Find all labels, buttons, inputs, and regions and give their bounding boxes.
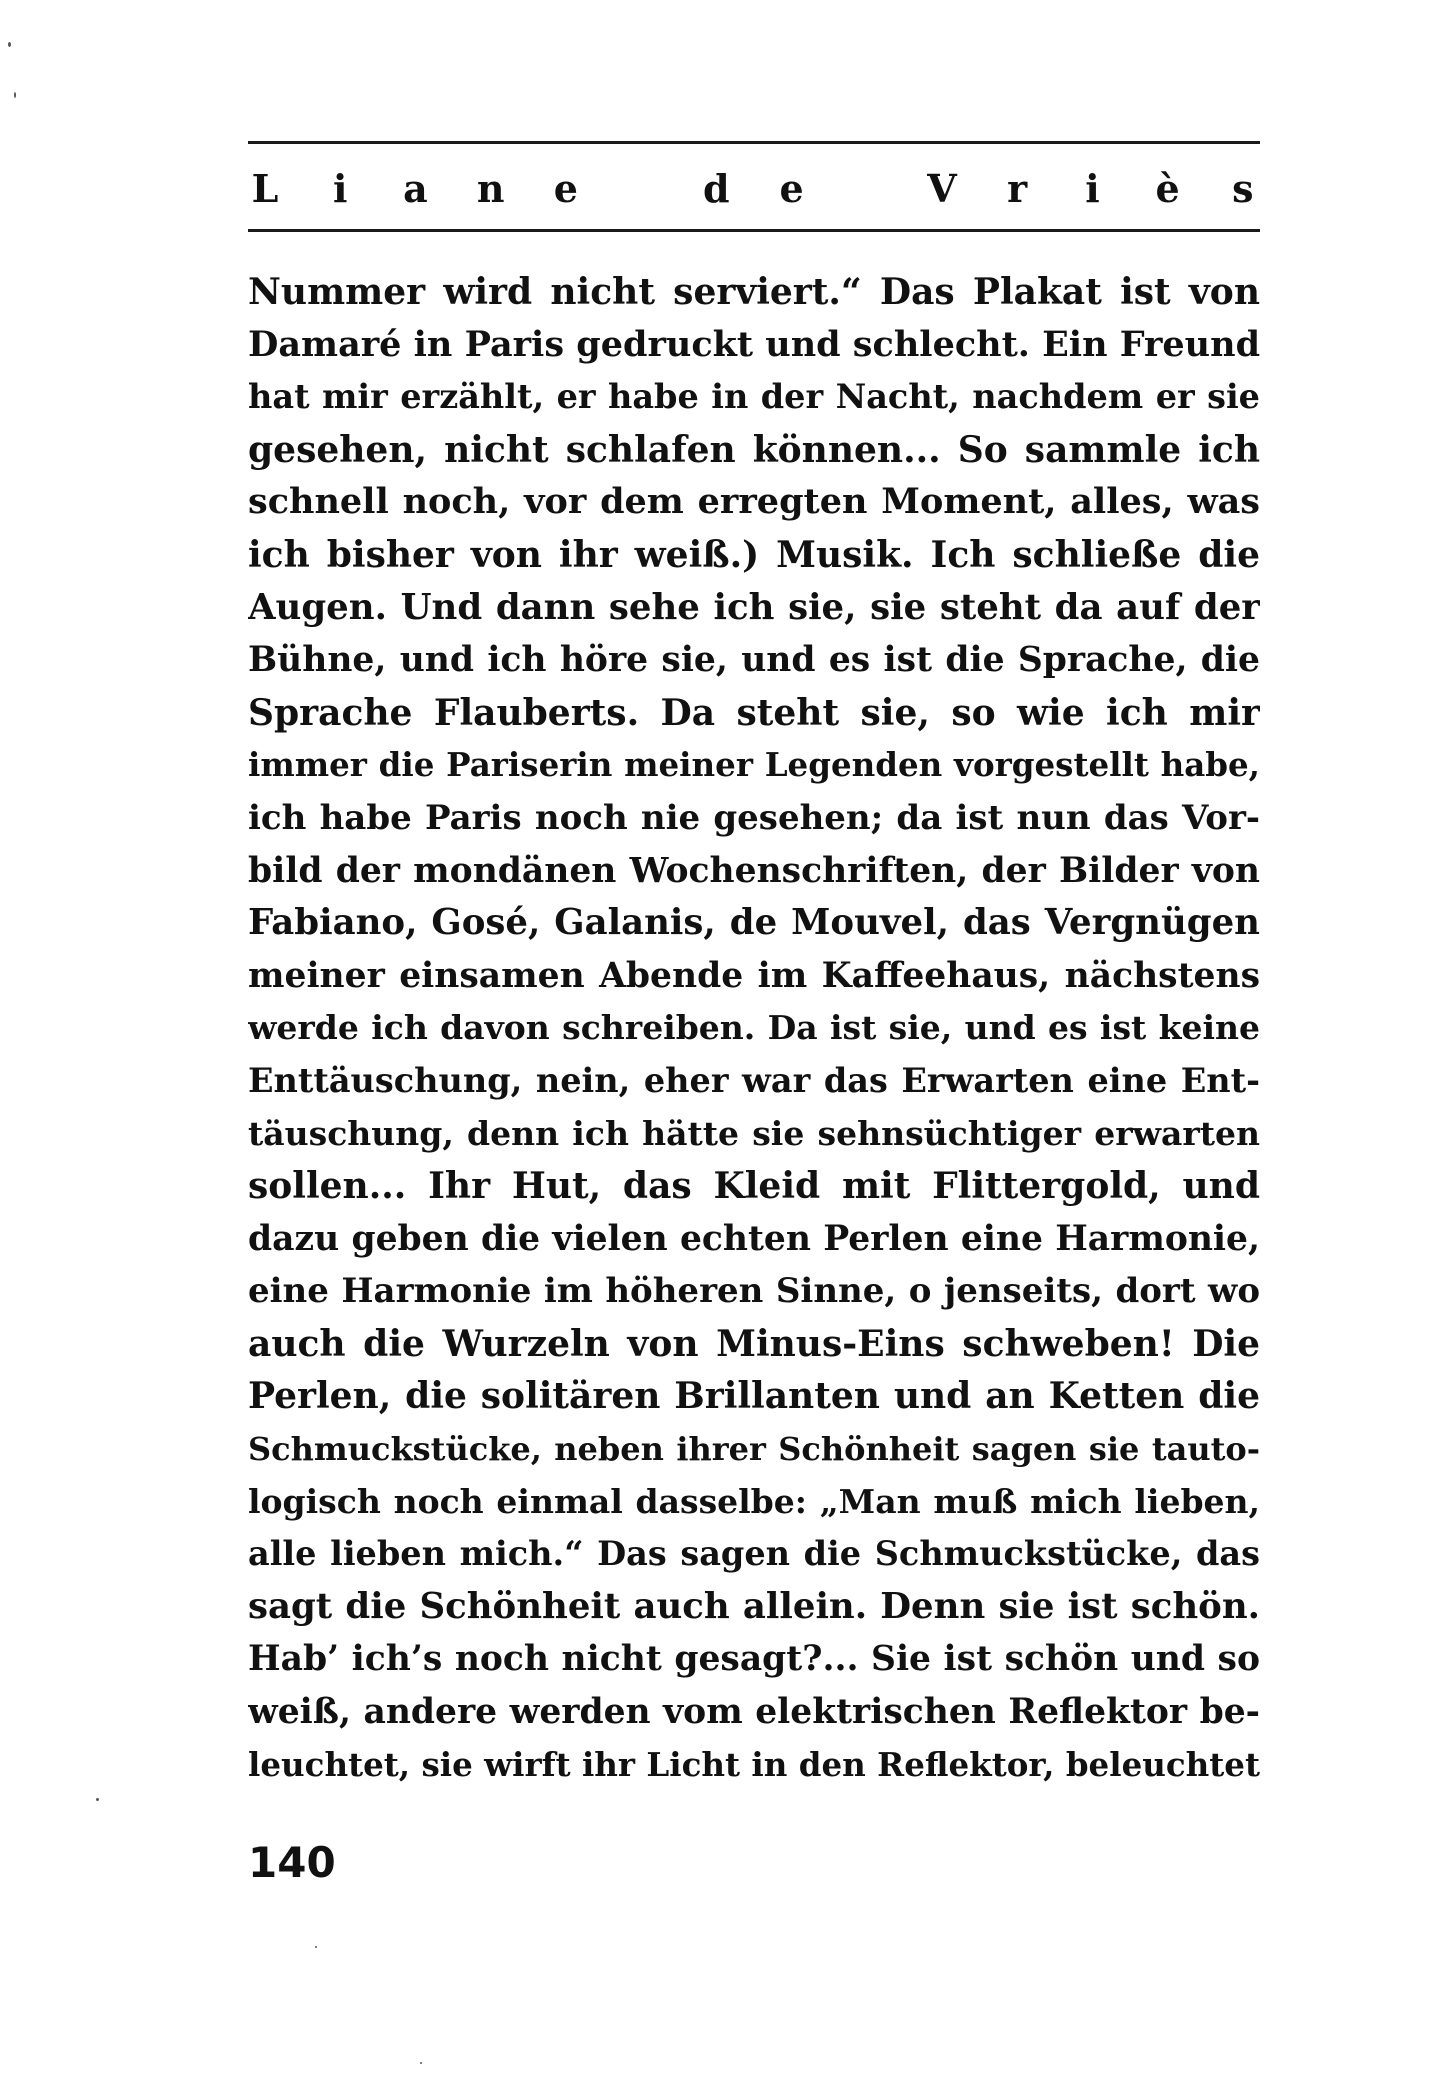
text-line: Schmuckstücke, neben ihrer Schönheit sagen sie tauto- [248,1430,1260,1469]
header-rule-bottom [248,229,1260,232]
text-line: schnell noch, vor dem erregten Moment, alles, was [248,481,1260,523]
text-line: Perlen, die solitären Brillanten und an Ketten die [248,1375,1260,1418]
text-line: bild der mondänen Wochenschriften, der Bilder von [248,850,1260,891]
text-line: meiner einsamen Abende im Kaffeehaus, nächstens [248,955,1260,996]
running-head-letter: L [251,165,279,211]
running-head-letter: i [333,165,348,211]
running-head-letter: n [476,165,505,211]
running-head-letter: e [553,165,578,211]
text-line: leuchtet, sie wirft ihr Licht in den Reflektor, beleuchtet [248,1744,1260,1784]
scan-speck [420,2062,422,2064]
header-rule-top [248,141,1260,144]
text-line: ich bisher von ihr weiß.) Musik. Ich schließe die [248,533,1260,576]
text-line: Hab’ ich’s noch nicht gesagt?... Sie ist schön und so [248,1639,1260,1680]
text-line: sagt die Schönheit auch allein. Denn sie ist schön. [248,1585,1260,1627]
text-line: eine Harmonie im höheren Sinne, o jenseits, dort wo [248,1271,1260,1312]
running-head-letter: V [927,165,957,211]
text-line: dazu geben die vielen echten Perlen eine Harmonie, [248,1218,1260,1259]
text-line: Sprache Flauberts. Da steht sie, so wie ich mir [248,691,1260,734]
text-line: gesehen, nicht schlafen können... So sammle ich [248,428,1260,471]
text-line: alle lieben mich.“ Das sagen die Schmuckstücke, das [248,1534,1260,1574]
text-line: Augen. Und dann sehe ich sie, sie steht da auf der [248,586,1260,628]
text-line: Nummer wird nicht serviert.“ Das Plakat ist von [248,271,1260,313]
running-head [248,160,1260,216]
running-head-letter: a [403,165,428,211]
scan-speck [8,42,11,47]
text-line: Bühne, und ich höre sie, und es ist die Sprache, die [248,640,1260,681]
running-head-letter: e [779,165,804,211]
text-line: sollen... Ihr Hut, das Kleid mit Flittergold, und [248,1165,1260,1208]
text-line: Fabiano, Gosé, Galanis, de Mouvel, das Vergnügen [248,902,1260,944]
text-line: auch die Wurzeln von Minus-Eins schweben! Die [248,1322,1260,1365]
text-line: immer die Pariserin meiner Legenden vorgestellt habe, [248,745,1260,785]
text-line: logisch noch einmal dasselbe: „Man muß mich lieben, [248,1481,1260,1521]
text-line: Enttäuschung, nein, eher war das Erwarten eine Ent- [248,1060,1260,1100]
scan-speck [14,92,16,98]
text-line: täuschung, denn ich hätte sie sehnsüchtiger erwarten [248,1113,1260,1153]
running-head-letter: r [1007,165,1028,211]
text-line: ich habe Paris noch nie gesehen; da ist nun das Vor- [248,797,1260,838]
body-text [248,266,1260,1791]
running-head-letter: è [1155,165,1180,211]
running-head-letter: s [1232,165,1254,211]
running-head-letter: i [1085,165,1100,211]
scan-speck [96,1798,99,1801]
text-line: werde ich davon schreiben. Da ist sie, und es ist keine [248,1008,1260,1048]
text-line: hat mir erzählt, er habe in der Nacht, nachdem er sie [248,377,1260,417]
running-head-letter: d [703,165,730,211]
text-line: weiß, andere werden vom elektrischen Reflektor be- [248,1692,1260,1733]
text-line: Damaré in Paris gedruckt und schlecht. Ein Freund [248,323,1260,365]
scan-speck [315,1946,317,1948]
page-number: 140 [248,1838,336,1887]
